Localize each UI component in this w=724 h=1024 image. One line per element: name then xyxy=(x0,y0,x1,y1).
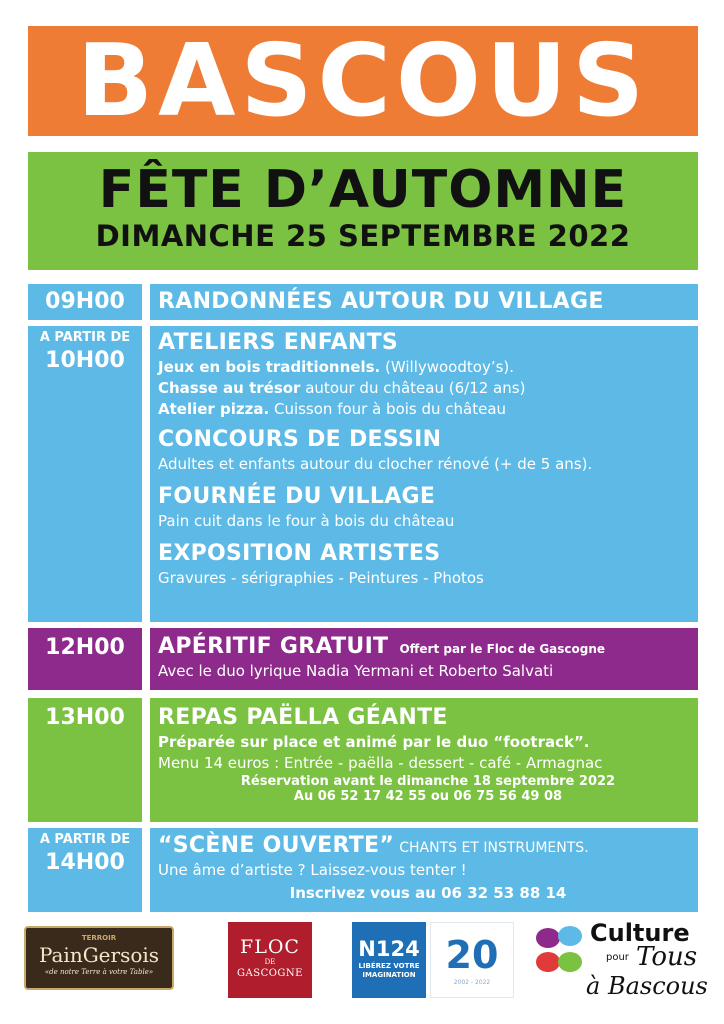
jeux-desc: (Willywoodtoy’s). xyxy=(380,358,515,376)
logo-text: TERROIR xyxy=(81,934,117,942)
time-1300 xyxy=(28,698,142,822)
logo-text: à Bascous xyxy=(586,972,708,1000)
time-1200 xyxy=(28,628,142,690)
logo-text: 20 xyxy=(445,933,499,977)
floc-logo xyxy=(228,922,312,998)
petal-icon xyxy=(532,924,588,984)
scene-contact: Inscrivez vous au 06 32 53 88 14 xyxy=(289,884,567,902)
reservation-phone: Au 06 52 17 42 55 ou 06 75 56 49 08 xyxy=(293,789,563,804)
logo-text: PainGersois xyxy=(38,943,160,967)
logo-text: LIBÉREZ VOTRE xyxy=(358,962,420,970)
event-name: FÊTE D’AUTOMNE xyxy=(98,160,628,220)
repas-prep: Préparée sur place et animé par le duo “footrack”. xyxy=(158,733,590,751)
pizza-label: Atelier pizza. xyxy=(158,400,270,418)
aperitif-desc: Avec le duo lyrique Nadia Yermani et Roberto Salvati xyxy=(158,662,554,680)
chasse-label: Chasse au trésor xyxy=(158,379,301,397)
logo-text: N124 xyxy=(358,937,420,961)
heading-repas: REPAS PAËLLA GÉANTE xyxy=(158,705,448,730)
logo-text: Tous xyxy=(636,942,698,972)
paingersois-logo xyxy=(24,926,174,990)
chasse-desc: autour du château (6/12 ans) xyxy=(300,379,526,397)
time-label: 13H00 xyxy=(45,705,125,730)
time-prefix: A PARTIR DE xyxy=(39,832,131,847)
event-banner xyxy=(28,152,698,270)
logo-text: pour xyxy=(606,952,629,963)
section-scene xyxy=(150,828,698,912)
heading-scene: “SCÈNE OUVERTE” xyxy=(158,833,395,858)
logo-text: DE xyxy=(264,958,276,966)
logo-text: FLOC xyxy=(240,936,300,958)
heading-dessin: CONCOURS DE DESSIN xyxy=(158,427,442,452)
anniversary-logo xyxy=(430,922,514,998)
heading-aperitif: APÉRITIF GRATUIT xyxy=(158,634,389,659)
time-1000 xyxy=(28,326,142,622)
reservation-date: Réservation avant le dimanche 18 septembre 2022 xyxy=(240,774,616,789)
logo-text: GASCOGNE xyxy=(237,968,303,979)
heading-randonnees: RANDONNÉES AUTOUR DU VILLAGE xyxy=(158,289,604,314)
event-date: DIMANCHE 25 SEPTEMBRE 2022 xyxy=(95,219,631,253)
title-banner: BASCOUS xyxy=(28,26,698,136)
time-label: 09H00 xyxy=(45,289,125,314)
heading-ateliers: ATELIERS ENFANTS xyxy=(158,330,399,355)
culture-logo xyxy=(532,918,708,1004)
logo-text: IMAGINATION xyxy=(362,971,416,979)
time-1400 xyxy=(28,828,142,912)
expo-desc: Gravures - sérigraphies - Peintures - Photos xyxy=(158,569,484,587)
fournee-desc: Pain cuit dans le four à bois du château xyxy=(158,512,455,530)
heading-expo: EXPOSITION ARTISTES xyxy=(158,541,441,566)
section-randonnees xyxy=(150,284,698,320)
heading-fournee: FOURNÉE DU VILLAGE xyxy=(158,484,436,509)
section-repas xyxy=(150,698,698,822)
time-label: 12H00 xyxy=(45,635,125,660)
dessin-desc: Adultes et enfants autour du clocher rénové (+ de 5 ans). xyxy=(158,455,593,473)
time-label: 10H00 xyxy=(45,348,125,373)
jeux-label: Jeux en bois traditionnels. xyxy=(158,358,381,376)
section-aperitif xyxy=(150,628,698,690)
repas-menu: Menu 14 euros : Entrée - paëlla - dessert - café - Armagnac xyxy=(158,754,603,772)
time-label: 14H00 xyxy=(45,850,125,875)
n124-logo xyxy=(352,922,426,998)
time-prefix: A PARTIR DE xyxy=(39,330,131,345)
logo-text: Culture xyxy=(590,919,690,947)
logo-text: «de notre Terre à votre Table» xyxy=(44,968,154,976)
scene-desc: Une âme d’artiste ? Laissez-vous tenter ! xyxy=(158,861,467,879)
time-0900 xyxy=(28,284,142,320)
logo-text: 2002 - 2022 xyxy=(453,979,491,986)
scene-sub: CHANTS ET INSTRUMENTS. xyxy=(399,840,589,856)
section-ateliers xyxy=(150,326,698,622)
pizza-desc: Cuisson four à bois du château xyxy=(269,400,507,418)
offered-by: Offert par le Floc de Gascogne xyxy=(399,642,606,656)
